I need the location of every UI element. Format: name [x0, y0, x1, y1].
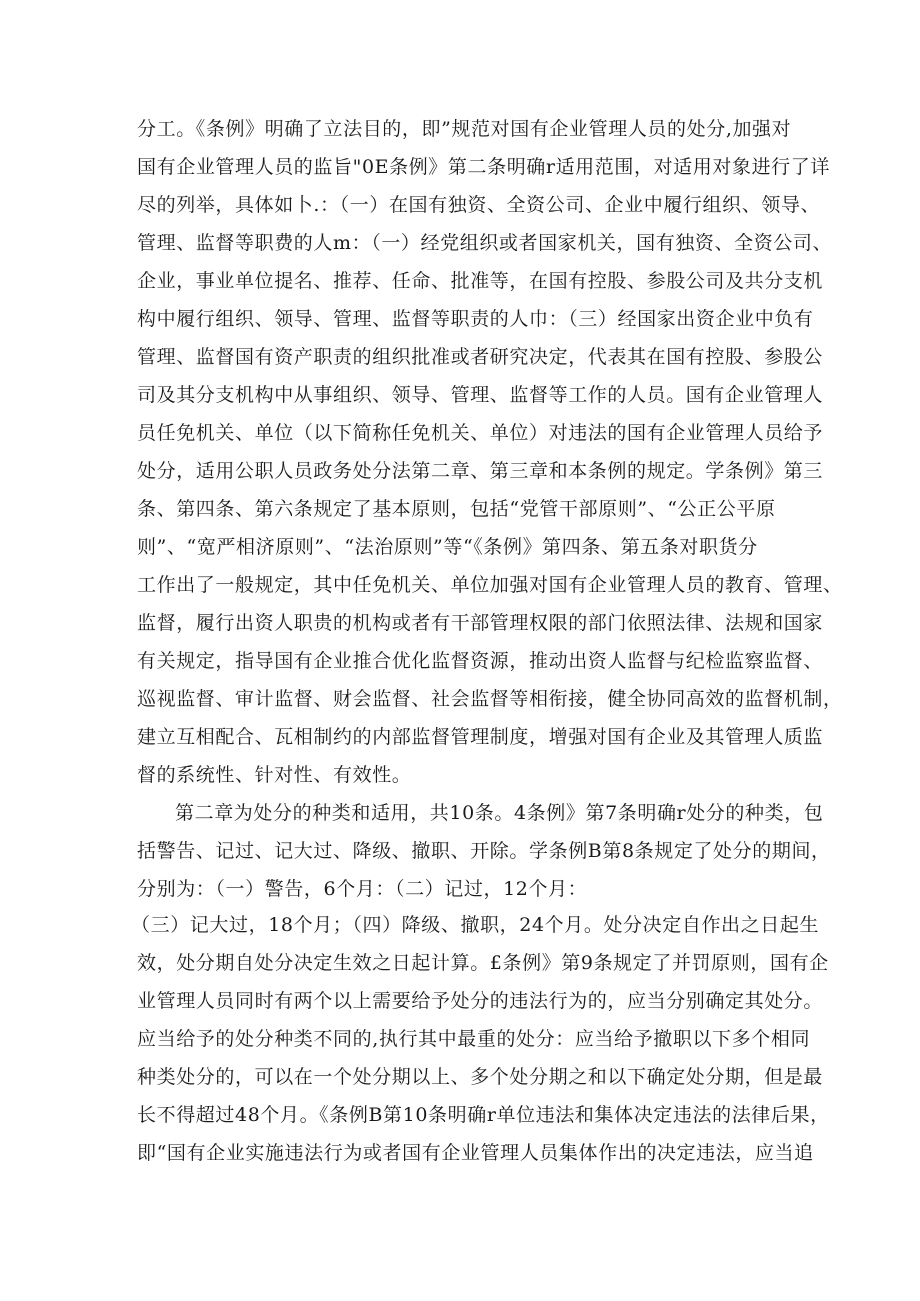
- text-line: 监督，履行出资人职贵的机构或者有干部管理权限的部门依照法律、法规和国家: [137, 612, 824, 634]
- text-line: 建立互相配合、瓦相制约的内部监督管理制度，增强对国有企业及其管理人质监: [137, 726, 824, 748]
- text-line: 员任免机关、单位（以下简称任免机关、单位）对违法的国有企业管理人员给予: [137, 422, 824, 444]
- text-line: 应当给予的处分种类不同的,执行其中最重的处分：应当给予撤职以下多个相同: [137, 1028, 811, 1050]
- text-line: 效，处分期自处分决定生效之日起计算。£条例》第9条规定了并罚原则，国有企: [137, 952, 829, 974]
- text-line: （三）记大过，18个月；（四）降级、撤职，24个月。处分决定自作出之日起生: [131, 914, 820, 936]
- text-line: 分工。《条例》明确了立法目的，即”规范对国有企业管理人员的处分,加强对: [137, 118, 792, 140]
- text-line: 企业，事业单位提名、推荐、任命、批准等，在国有控股、参股公司及共分支机: [137, 270, 824, 292]
- text-line: 构中履行组织、领导、管理、监督等职责的人巾：（三）经国家出资企业中负有: [137, 308, 814, 330]
- text-line: 则”、“宽严相济原则”、“法治原则”等“《条例》第四条、第五条对职货分: [137, 536, 758, 558]
- text-line: 国有企业管理人员的监旨"0E条例》第二条明确r适用范围，对适用对象进行了详: [137, 156, 830, 178]
- text-line: 司及其分支机构中从事组织、领导、管理、监督等工作的人员。国有企业管理人: [137, 384, 824, 406]
- text-line: 种类处分的，可以在一个处分期以上、多个处分期之和以下确定处分期，但是最: [137, 1066, 824, 1088]
- text-line: 业管理人员同时有两个以上需要给予处分的违法行为的，应当分别确定其处分。: [137, 990, 824, 1012]
- text-line: 尽的列举，具体如卜.：（一）在国有独资、全资公司、企业中履行组织、领导、: [137, 194, 821, 216]
- text-line: 巡视监督、审计监督、财会监督、社会监督等相衔接，健全协同高效的监督机制，: [137, 688, 843, 710]
- text-line: 督的系统性、针对性、有效性。: [137, 764, 412, 786]
- text-line: 条、第四条、第六条规定了基本原则，包括“党管干部原则”、“公正公平原: [137, 498, 776, 520]
- text-line: 括警告、记过、记大过、降级、撤职、开除。学条例B第8条规定了处分的期间，: [137, 840, 831, 862]
- text-line: 处分，适用公职人员政务处分法第二章、第三章和本条例的规定。学条例》第三: [137, 460, 824, 482]
- text-line: 即“国有企业实施违法行为或者国有企业管理人员集体作出的决定违法，应当追: [137, 1142, 814, 1164]
- text-line: 管理、监督等职费的人m：（一）经党组织或者国家机关，国有独资、全资公司、: [137, 232, 833, 254]
- text-line: 管理、监督国有资产职责的组织批准或者研究决定，代表其在国有控股、参股公: [137, 346, 824, 368]
- text-line: 有关规定，指导国有企业推合优化监督资源，推动出资人监督与纪检监察监督、: [137, 650, 824, 672]
- paragraph-start-line: 第二章为处分的种类和适用，共10条。4条例》第7条明确r处分的种类，包: [175, 802, 824, 824]
- text-line: 分别为：（一）警告，6个月：（二）记过，12个月：: [137, 878, 588, 900]
- text-line: 工作出了一般规定，其中任免机关、单位加强对国有企业管理人员的教育、管理、: [137, 574, 843, 596]
- text-line: 长不得超过48个月。《条例B第10条明确r单位违法和集体决定违法的法律后果，: [137, 1104, 830, 1126]
